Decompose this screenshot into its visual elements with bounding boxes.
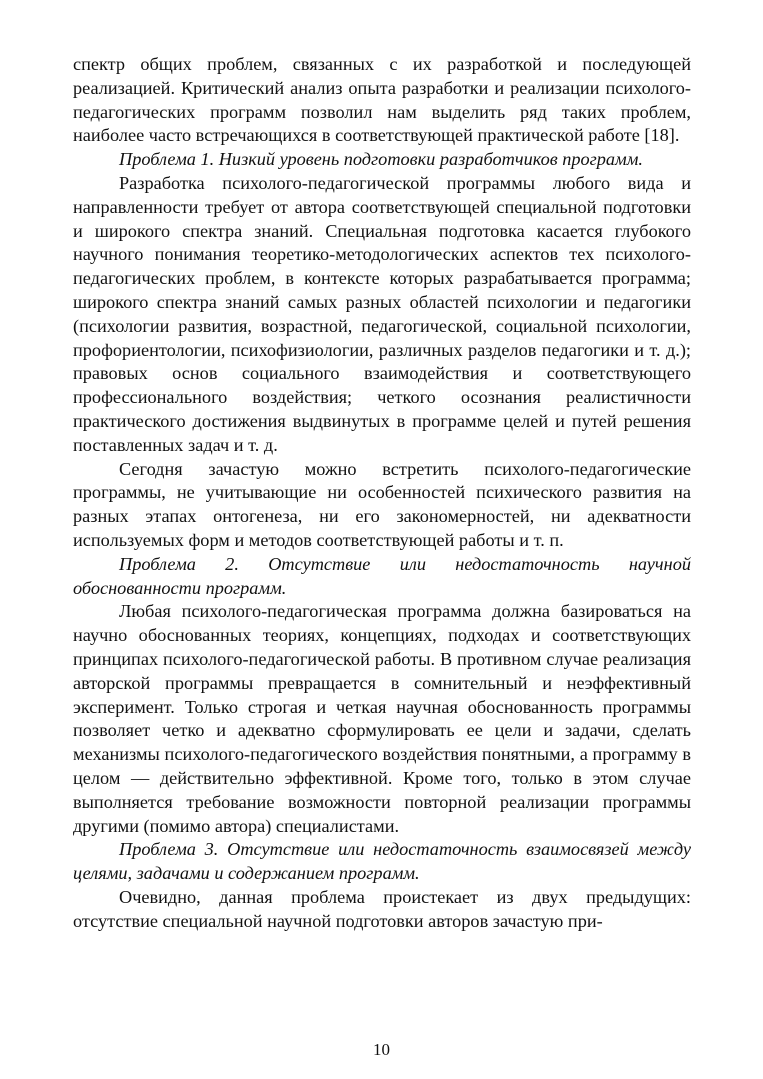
page-body xyxy=(73,53,691,933)
problem-1-body: Разработка психолого-педагогической программы любого вида и направленности требует от автора соответствующей специальной подготовки и широкого спектра знаний. Специальная подготовка касается глубокого научного понимания теоретико-методологических аспектов тех психолого-педагогических проблем, в контексте которых разрабатывается программа; широкого спектра знаний самых разных областей психологии и педагогики (психологии развития, возрастной, педагогической, социальной психологии, профориентологии, психофизиологии, различных разделов педагогики и т. д.); правовых основ социального взаимодействия и соответствующего профессионального воздействия; четкого осознания реалистичности практического достижения выдвинутых в программе целей и путей решения поставленных задач и т. д. xyxy=(73,172,691,455)
problem-2-body: Любая психолого-педагогическая программа должна базироваться на научно обоснованных теориях, концепциях, подходах и соответствующих принципах психолого-педагогической работы. В противном случае реализация авторской программы превращается в сомнительный и неэффективный эксперимент. Только строгая и четкая научная обоснованность программы позволяет четко и адекватно сформулировать ее цели и задачи, сделать механизмы психолого-педагогического воздействия понятными, а программу в целом — действительно эффективной. Кроме того, только в этом случае выполняется требование возможности повторной реализации программы другими (помимо автора) специалистами. xyxy=(73,601,691,836)
page-number: 10 xyxy=(373,1040,390,1059)
problem-1-heading: Проблема 1. Низкий уровень подготовки разработчиков программ. xyxy=(119,149,643,170)
paragraph-intro-continuation: спектр общих проблем, связанных с их разработкой и последующей реализацией. Критический анализ опыта разработки и реализации психолого-педагогических программ позволил нам выделить ряд таких проблем, наиболее часто встречающихся в соответствующей практической работе [18]. xyxy=(73,54,691,146)
problem-3-body: Очевидно, данная проблема проистекает из двух предыдущих: отсутствие специальной научной подготовки авторов зачастую при- xyxy=(73,886,691,931)
problem-2-heading: Проблема 2. Отсутствие или недостаточность научной обоснованности программ. xyxy=(73,553,691,598)
problem-3-heading: Проблема 3. Отсутствие или недостаточность взаимосвязей между целями, задачами и содержанием программ. xyxy=(73,839,691,884)
problem-1-body-2: Сегодня зачастую можно встретить психолого-педагогические программы, не учитывающие ни особенностей психического развития на разных этапах онтогенеза, ни его закономерностей, ни адекватности используемых форм и методов соответствующей работы и т. п. xyxy=(73,458,691,550)
